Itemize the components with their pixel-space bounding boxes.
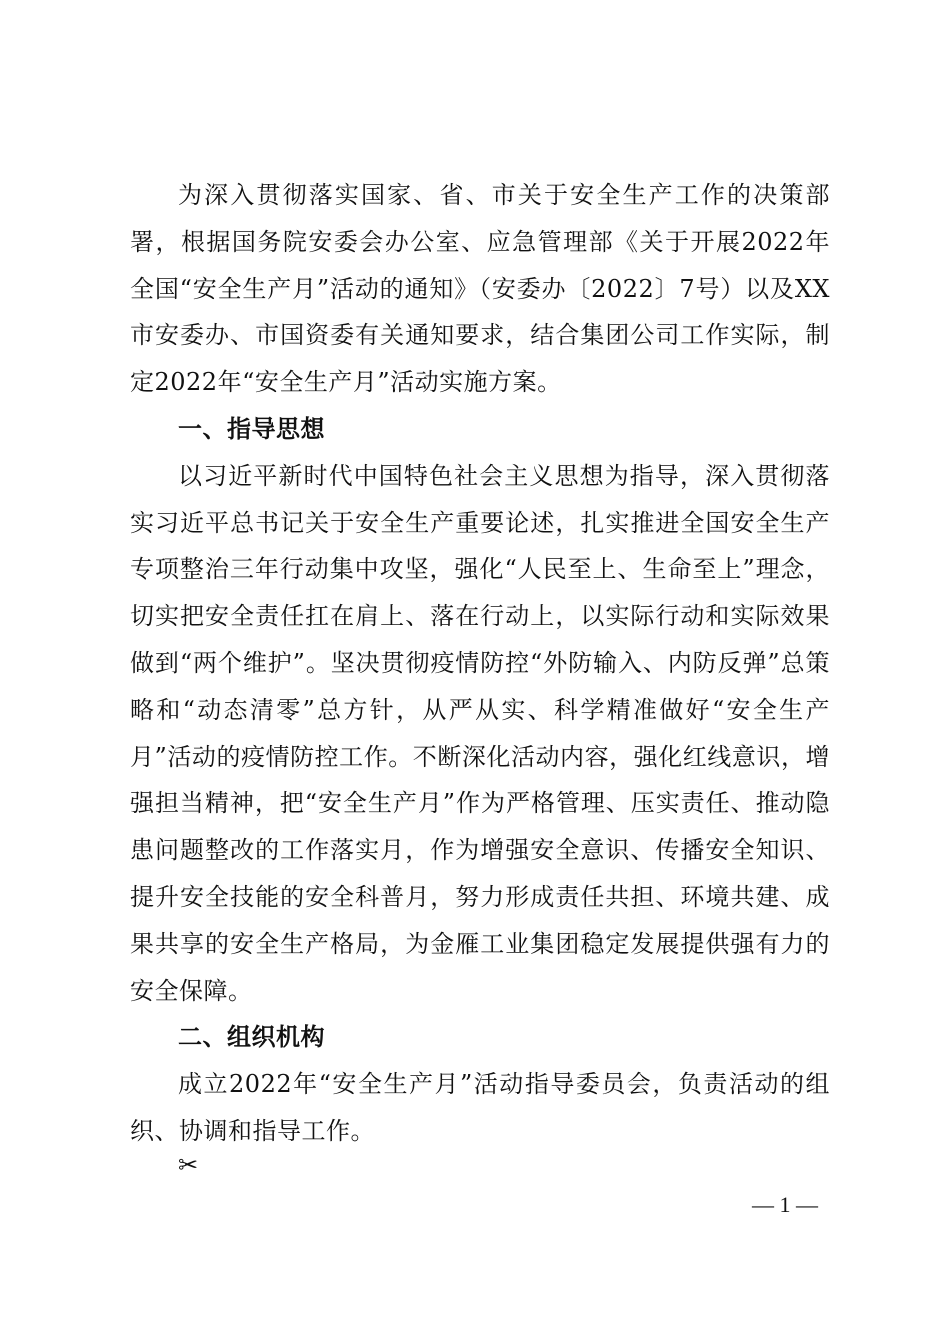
organization-paragraph: 成立2022年“安全生产月”活动指导委员会，负责活动的组织、协调和指导工作。: [130, 1070, 830, 1145]
guiding-ideology-paragraph: 以习近平新时代中国特色社会主义思想为指导，深入贯彻落实习近平总书记关于安全生产重要论述，扎实推进全国安全生产专项整治三年行动集中攻坚，强化“人民至上、生命至上”理念，切实把安全责任扛在肩上、落在行动上，以实际行动和实际效果做到“两个维护”。坚决贯彻疫情防控“外防输入、内防反弹”总策略和“动态清零”总方针，从严从实、科学精准做好“安全生产月”活动的疫情防控工作。不断深化活动内容，强化红线意识，增强担当精神，把“安全生产月”作为严格管理、压实责任、推动隐患问题整改的工作落实月，作为增强安全意识、传播安全知识、提升安全技能的安全科普月，努力形成责任共担、环境共建、成果共享的安全生产格局，为金雁工业集团稳定发展提供强有力的安全保障。: [130, 461, 830, 1005]
document-body: [130, 172, 830, 1155]
section-heading-guiding-ideology: 一、指导思想: [178, 414, 325, 443]
page-number: — 1 —: [752, 1192, 818, 1217]
scissor-icon: ✂: [178, 1151, 199, 1179]
intro-paragraph: 为深入贯彻落实国家、省、市关于安全生产工作的决策部署，根据国务院安委会办公室、应急管理部《关于开展2022年全国“安全生产月”活动的通知》（安委办〔2022〕7号）以及XX市安委办、市国资委有关通知要求，结合集团公司工作实际，制定2022年“安全生产月”活动实施方案。: [130, 181, 830, 397]
section-heading-organization: 二、组织机构: [178, 1023, 325, 1052]
